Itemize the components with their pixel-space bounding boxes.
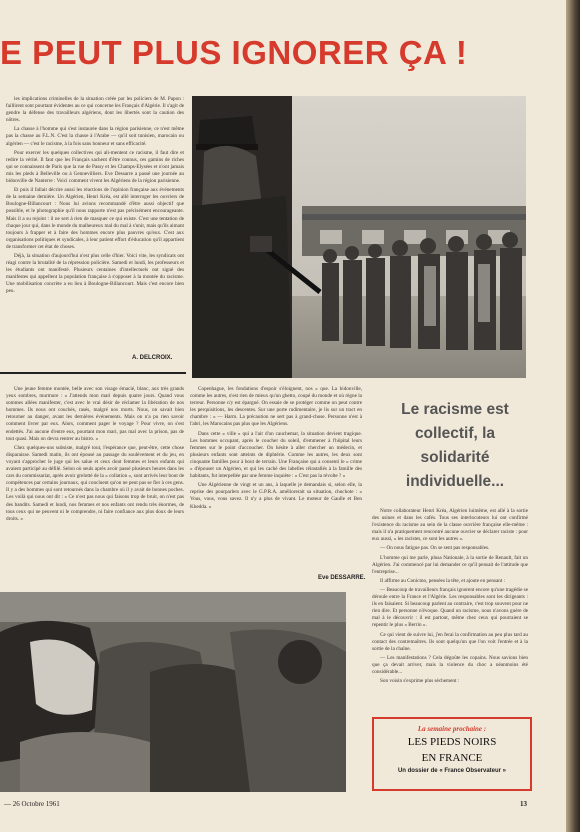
headline: E PEUT PLUS IGNORER ÇA ! <box>0 34 468 71</box>
middle-paragraph: Une Algérienne de vingt et un ans, à laquelle je demandais si, selon elle, la reprise des pourparlers avec le G.P.R.A. améliorerait sa situation, chuchote : « Vous, vous, vous savez. Il n'y a plus de vivant. Le moteur de Gaulle et Ben Khedda. » <box>190 482 362 510</box>
intro-paragraph: La chasse à l'homme qui s'est instaurée dans la région parisienne, ce n'est même pas la chasse au F.L.N. C'est la chasse à l'Arabe — qu'il soit tunisien, marocain ou algérien — c'est le racisme, à la fois sans honneur et sans efficacité. <box>6 126 184 147</box>
intro-paragraph: les implications criminelles de la situation créée par les policiers de M. Papon : faillirent sont pourtant évidentes au ce qui concerne les Français d'Algérie. Il s'agit de gendre la défense des travailleurs algériens, dont les libertés sont la caution des nôtres. <box>6 96 184 124</box>
middle-paragraph: Dans cette « ville » qui a l'air d'un cauchemar, la situation devient tragique. Les hommes occupant, après le coucher du soleil, d'emmener à l'hôpital leurs femmes sur le point d'accoucher. On hésite à aller chercher un médecin, et plusieurs enfants sont atteints de diphtérie. Comme les autres, les deux sont cinquante familles pour à bout de terrain. Une Française qui a consenti le « crime » d'épouser un Algérien, et qui les caché des labelles réinstallés à la famille des habitants, fut interpellée par une femme inquiète : « C'est pas la révolte ? » <box>190 430 362 480</box>
right-column <box>372 508 528 710</box>
right-paragraph: — Les manifestations ? Cela dégoûte les copains. Nous savions bien que ça devait arriver, mais la violence du choc a néanmoins été considérable... <box>372 654 528 675</box>
intro-column <box>6 96 184 358</box>
intro-divider <box>0 372 186 374</box>
next-week-promo <box>372 717 532 791</box>
right-paragraph: Il affirme au Conicmo, pensées la tête, et ajoute en pensant : <box>380 577 506 584</box>
right-paragraph: — Beaucoup de travailleurs français ignorent encore qu'une tragédie se déroule entre la France et l'Algérie. Les responsables sont les dirigeants : ils en faisaient. Si beaucoup parlent au contraire, c'est trop souvent pour ne rien dire. Et personne n'évoque. Quand un racisme, nous n'avons guère de mal à le découvrir : il est partout, même chez ceux qui pourraient se repentir le plus « Berrin ». <box>372 586 528 629</box>
photo-woman-child <box>0 592 346 792</box>
photo-police-arrest-image <box>192 96 526 378</box>
left-paragraph: Une jeune femme montée, belle avec son visage émacié, blanc, aux très grands yeux sombres, murmure : « J'attends mon mari depuis quatre jours. Quand vous sommes allées manifester, c'est avec le vrai désir de réclamer la libération de nos hommes. Ils nous ont couchés, rasés, malgré nos morts. Nous, on savait bien retourner au danger, avant les dernières événements. Mais on n'a pu rien savoir comment livrer par eux. Alors, comment pager le voyage ? Pour vivre, on s'est endettés. J'ai aucune d'entre eux, pourtant mon mari, pas mal avec la prison, pas de tout quasi. Mais on devra rentrer au bistro. » <box>6 386 184 442</box>
left-paragraph: Chez quelques-uns subsiste, malgré tout, l'espérance que, peut-être, cette chose disparaisse. Samedi matin, ils ont épousé au passage du soulèvement et du jeu, en voyant s'approcher le juge qui les salue et ceux dont femmes et leurs enfants qui avaient participé au défilé. Selon où seuls après avoir passé plusieurs heures dans les cars du commissariat, après avoir grelotté de la « collation », sont arrivés leur bout de compétences par certains journaux, qui concluent qu'on ne peut pas se fier à ces gens. Il y a des hommes qui sont retournés dans la chambre où il y avait de bonnes poches. Les voilà qui nous ont dit : « Ce n'est pas nous qui faisons trop de bruit, on n'est pas des bandits. Samedi et lundi, nos femmes et nos enfants ont rendu très énormes, de tous ceux qui ne peuvent ni le comprendre, ni faire confiance aux plus doux de leurs droits. » <box>6 444 184 522</box>
right-paragraph: — On nous fatigue pas. On se sent pas responsables. <box>380 545 490 552</box>
footer-date: — 26 Octobre 1961 <box>4 800 60 808</box>
middle-column <box>190 386 362 572</box>
right-paragraph: Notre collaborateur Henri Kréa, Algérien luimême, est allé à la sortie des usines et dans les cafés. Tous ses interlocuteurs lui ont confirmé l'existence du racisme au sein de la classe ouvrière française elle-même : mais il n'a pratiquement rencontré aucune ouvrier se déclarer raciste : pour eux aussi, « les racistes, ce sont les autres ». <box>372 508 528 543</box>
intro-paragraph: Déjà, la situation d'aujourd'hui n'est plus celle d'hier. Voici vite, les syndicats ont réagi contre la brutalité de la répression policière. Samedi et lundi, les professeurs et les étudiants ont manifesté. Plusieurs centaines d'intellectuels ont signé des manifestes qui appellent la population française à s'opposer à la montée du racisme. Une mobilisation concrète a eu lieu à Boulogne-Billancourt. Mais c'est encore bien peu. <box>6 252 184 295</box>
pull-quote: Le racisme est collectif, la solidarité individuelle... <box>401 401 509 490</box>
promo-subtitle: Un dossier de « France Observateur » <box>397 768 507 774</box>
middle-signature: Eve DESSARRE. <box>318 575 366 581</box>
promo-title-line1: LES PIEDS NOIRS <box>407 736 497 748</box>
page-number: 13 <box>520 800 527 808</box>
binding-edge <box>566 0 580 832</box>
photo-police-arrest <box>192 96 526 378</box>
intro-paragraph: Pour exercer les quelques collectives qui ali-mentent ce racisme, il faut dire et redire la vérité. Il faut que les Français sachent d'être connus, ces gamins de riches qui se connaissent de Paris que la rue de Passy et les Champs-Elysées et n'ont jamais mis les pieds à Belleville ou à Gennevilliers. Eve Dessarre a passé une journée au bidonville de Nanterre : Voici comment vivent les Algériens de la région parisienne. <box>6 149 184 185</box>
right-paragraph: Son voisin s'exprime plus sèchement : <box>380 678 460 685</box>
middle-paragraph: Copenhague, les fondations d'espoir s'éloignent, nos « que. La bidonville, comme les autres, n'est rien de mieux qu'un ghetto, coupé du monde et où règne la terreur. Personne n'y est épargné. On essaie de se protéger comme on peut contre les perquisitions, les descentes. Sur une porte rudimentaire, je lis sur un tract en chambre : « — Harm. La précaution ne sert pas à grand-chose. Personne n'est à l'abri, les Marocains pas plus que les Algériens. <box>190 386 362 428</box>
right-paragraph: L'homme qui me parle, plusa Nationale, à la sortie de Renault, fait un Algérien. J'ai commencé par lui demander ce qu'il pensait de l'attitude que l'entreprise... <box>372 554 528 575</box>
right-paragraph: Ce qui vient de suivre lui, j'en ferai la confirmation au peu plus tard au contact des contremaîtres. Ils sont quelqu'un que l'on voit l'entrée et à la sortie de la chaîne. <box>372 631 528 652</box>
intro-signature: A. DELCROIX. <box>132 355 173 361</box>
promo-title-line2: EN FRANCE <box>421 752 483 764</box>
photo-woman-child-image <box>0 592 346 792</box>
intro-paragraph: Et puis il fallait décrire aussi les réactions de l'opinion française aux événements de la semaine dernière. Un Algérien, Henri Kréa, est allé interroger les ouvriers de Boulogne-Billancourt : Nous lui avions recommandé d'être aussi objectif que possible, et le photographie qu'il nous rapporte n'est pas précisément encourageante. Mais il a su rejoint : il ne sert à rien de masquer ce qui existe. C'est une tentation de chaque jour qui, dans le monde du malheureux mal du mal à s'unir, mais qu'ils aimant toujours à frapper et à faire des hommes encore plus pauvres qu'eux. C'est aux organisations politiques et syndicales, à leur patient effort d'éducation qu'il appartient de transformer cet état de choses. <box>6 187 184 250</box>
promo-label: La semaine prochaine : <box>417 725 487 733</box>
left-column <box>6 386 184 584</box>
